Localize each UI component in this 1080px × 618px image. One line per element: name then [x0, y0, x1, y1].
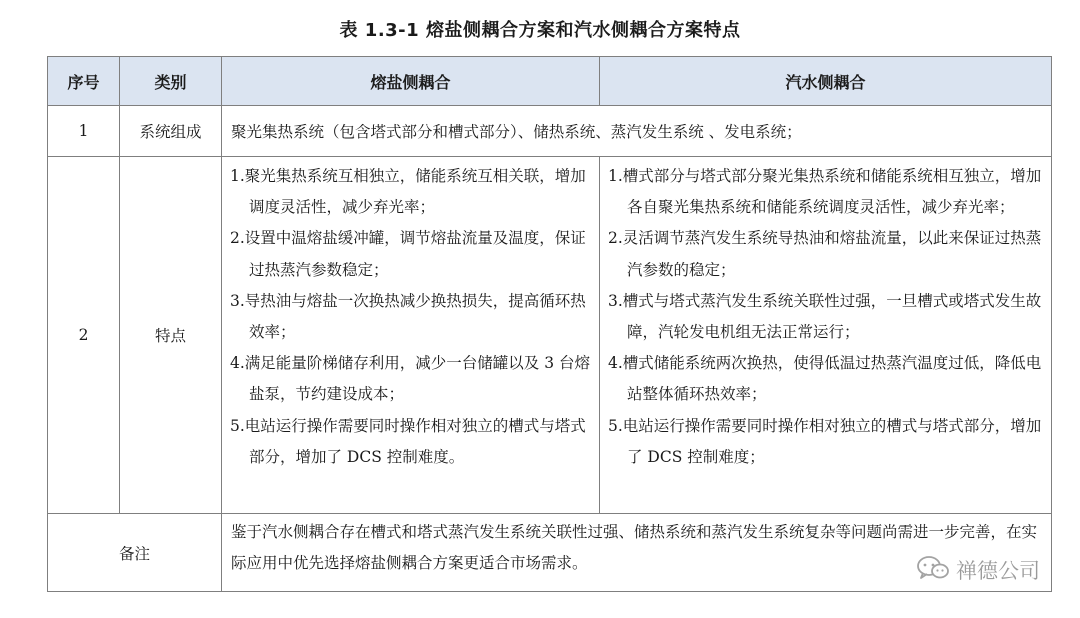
comparison-table — [47, 56, 1052, 592]
watermark — [916, 556, 1040, 584]
molten-salt-features-cell — [222, 157, 600, 514]
table-header-row — [48, 57, 1052, 106]
header-molten-salt: 熔盐侧耦合 — [222, 57, 600, 106]
steam-water-feature-item: 5.电站运行操作需要同时操作相对独立的槽式与塔式部分，增加了 DCS 控制难度； — [608, 416, 1042, 466]
table-row-composition — [48, 106, 1052, 157]
composition-category: 系统组成 — [120, 106, 222, 157]
remarks-content: 鉴于汽水侧耦合存在槽式和塔式蒸汽发生系统关联性过强、储热系统和蒸汽发生系统复杂等问题尚需进一步完善，在实际应用中优先选择熔盐侧耦合方案更适合市场需求。 — [222, 514, 1052, 592]
molten-salt-feature-item: 1.聚光集热系统互相独立，储能系统互相关联，增加调度灵活性，减少弃光率； — [230, 167, 586, 217]
wechat-icon — [916, 555, 950, 586]
table-row-remarks — [48, 514, 1052, 592]
features-category: 特点 — [120, 157, 222, 514]
header-category: 类别 — [120, 57, 222, 106]
table-caption: 表 1.3-1 熔盐侧耦合方案和汽水侧耦合方案特点 — [339, 20, 741, 41]
molten-salt-feature-item: 5.电站运行操作需要同时操作相对独立的槽式与塔式部分，增加了 DCS 控制难度。 — [230, 416, 586, 466]
steam-water-feature-item: 2.灵活调节蒸汽发生系统导热油和熔盐流量，以此来保证过热蒸汽参数的稳定； — [608, 229, 1042, 279]
remarks-label: 备注 — [48, 514, 222, 592]
molten-salt-feature-item: 4.满足能量阶梯储存利用，减少一台储罐以及 3 台熔盐泵，节约建设成本； — [230, 354, 591, 404]
steam-water-feature-item: 1.槽式部分与塔式部分聚光集热系统和储能系统相互独立，增加各自聚光集热系统和储能系统调度灵活性，减少弃光率； — [608, 167, 1042, 217]
header-steam-water: 汽水侧耦合 — [600, 57, 1052, 106]
molten-salt-feature-list — [230, 161, 593, 473]
header-seq: 序号 — [48, 57, 120, 106]
molten-salt-feature-item: 3.导热油与熔盐一次换热减少换热损失，提高循环热效率； — [230, 291, 586, 342]
steam-water-feature-item: 3.槽式与塔式蒸汽发生系统关联性过强，一旦槽式或塔式发生故障，汽轮发电机组无法正常运行； — [608, 291, 1042, 342]
composition-content: 聚光集热系统（包含塔式部分和槽式部分）、储热系统、蒸汽发生系统 、发电系统； — [222, 106, 1052, 157]
steam-water-feature-item: 4.槽式储能系统两次换热，使得低温过热蒸汽温度过低，降低电站整体循环热效率； — [608, 354, 1042, 404]
features-seq: 2 — [48, 157, 120, 514]
composition-seq: 1 — [48, 106, 120, 157]
molten-salt-feature-item: 2.设置中温熔盐缓冲罐，调节熔盐流量及温度，保证过热蒸汽参数稳定； — [230, 229, 586, 279]
steam-water-feature-list — [608, 161, 1045, 473]
steam-water-features-cell — [600, 157, 1052, 514]
watermark-text: 禅德公司 — [956, 559, 1040, 583]
table-row-features — [48, 157, 1052, 514]
